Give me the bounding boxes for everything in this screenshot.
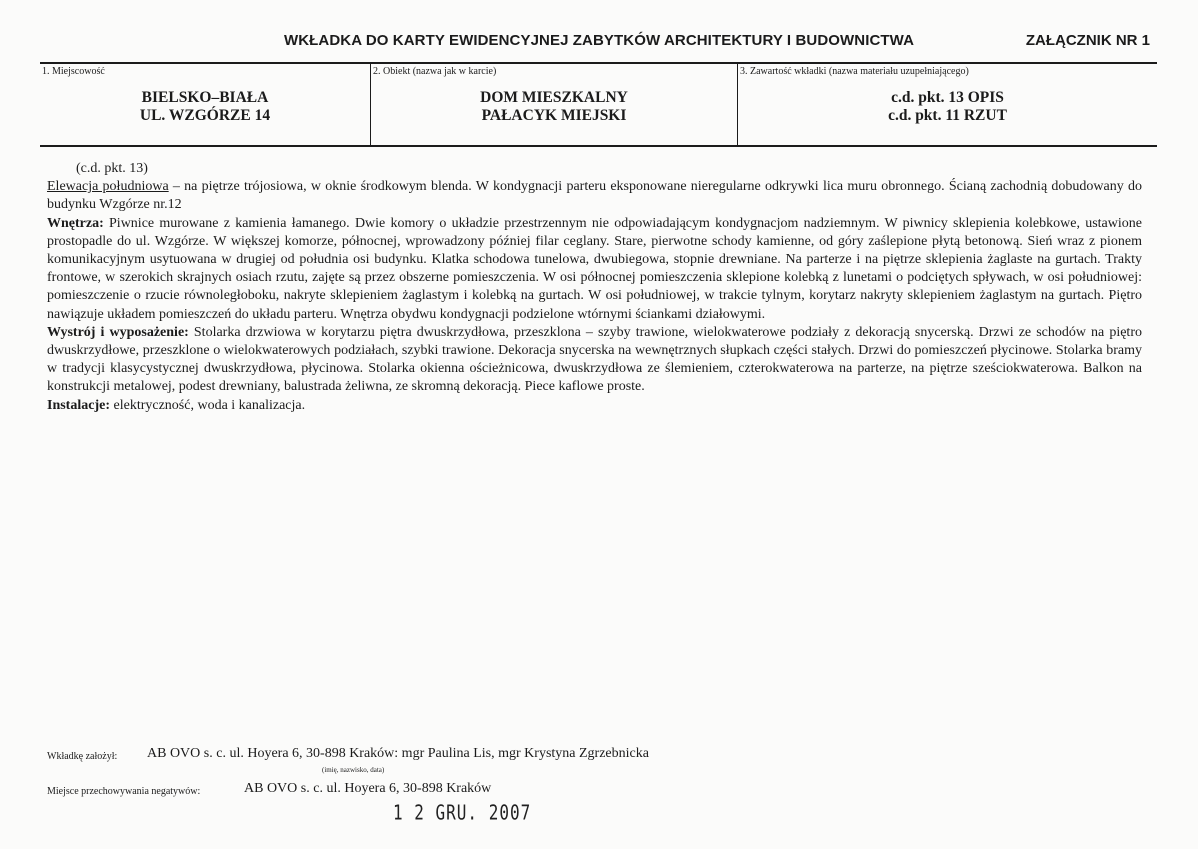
annex-number: ZAŁĄCZNIK NR 1 bbox=[1025, 32, 1150, 49]
contents-item-1: c.d. pkt. 13 OPIS bbox=[891, 89, 1004, 106]
interiors-heading: Wnętrza: bbox=[47, 215, 104, 231]
description-body bbox=[47, 160, 1142, 415]
south-elevation-text: – na piętrze trójosiowa, w oknie środkowym blenda. W kondygnacji parteru eksponowane nieregularne odkrywki lica muru obronnego. Ścianą zachodnią dobudowany do budynku Wzgórze nr.12 bbox=[47, 179, 1142, 213]
table-bottom-rule bbox=[40, 145, 1157, 147]
paragraph-installations bbox=[47, 397, 1142, 415]
object-label: 2. Obiekt (nazwa jak w karcie) bbox=[373, 66, 497, 77]
paragraph-south-elevation bbox=[47, 178, 1142, 214]
made-by-label: Wkładkę założył: bbox=[47, 751, 118, 762]
contents-value bbox=[738, 89, 1157, 125]
location-value bbox=[40, 89, 370, 125]
interiors-text: Piwnice murowane z kamienia łamanego. Dwie komory o układzie przestrzennym nie odpowiadającym kondygnacjom nadziemnym. W piwnicy sklepienia kolebkowe, ustawione prostopadle do ul. Wzgórze. W większej komorze, północnej, wprowadzony później filar ceglany. Stare, pierwotne schody kamienne, od góry zaślepione płytą betonową. Sień wraz z pionem komunikacyjnym usytuowana w drugiej od południa osi budynku. Klatka schodowa tunelowa, dwubiegowa, stopnie drewniane. Na parterze i na piętrze sklepienia żaglaste na gurtach. Trakty frontowe, w szerokich skrajnych osiach rzutu, zajęte są przez obszerne pomieszczenia. W osi północnej pomieszczenia sklepione kolebką z lunetami o podciętych spływach, w osi południowej: pomieszczenie o rzucie równoległoboku, nakryte sklepieniem żaglastym i kolebką na gurtach. W osi południowej, w trakcie tylnym, korytarz nakryty sklepieniem żaglastym na gurtach. Piętro nawiązuje układem pomieszczeń do układu parteru. Wnętrza obydwu kondygnacji podzielone wtórnymi ściankami działowymi. bbox=[47, 215, 1142, 322]
installations-heading: Instalacje: bbox=[47, 397, 110, 413]
location-city: BIELSKO–BIAŁA bbox=[141, 89, 269, 106]
paragraph-furnishings bbox=[47, 324, 1142, 397]
contents-label: 3. Zawartość wkładki (nazwa materiału uzupełniającego) bbox=[740, 66, 969, 77]
object-type: DOM MIESZKALNY bbox=[480, 89, 628, 106]
made-by-value: AB OVO s. c. ul. Hoyera 6, 30-898 Kraków: mgr Paulina Lis, mgr Krystyna Zgrzebnicka bbox=[147, 746, 649, 761]
contents-item-2: c.d. pkt. 11 RZUT bbox=[888, 107, 1007, 124]
object-subtype: PAŁACYK MIEJSKI bbox=[481, 107, 627, 124]
location-label: 1. Miejscowość bbox=[42, 66, 105, 77]
paragraph-interiors bbox=[47, 215, 1142, 324]
furnishings-text: Stolarka drzwiowa w korytarzu piętra dwuskrzydłowa, przeszklona – szyby trawione, wielokwaterowe podziały z dekoracją snycerską. Drzwi ze schodów na piętro dwuskrzydłowe, przeszklone o wielokwaterowych podziałach, szybki trawione. Dekoracja snycerska na wewnętrznych słupkach części stałych. Drzwi do pomieszczeń płycinowe. Stolarka bramy w tradycji klasycystycznej dwuskrzydłowa, płycinowa. Stolarka okienna ościeżnicowa, dwuskrzydłowa ze ślemieniem, czterokwaterowa na parterze, na piętrze sześciokwaterowa. Balkon na konstrukcji metalowej, podest drewniany, balustrada żeliwna, ze skromną dekoracją. Piece kaflowe proste. bbox=[47, 324, 1142, 395]
table-top-rule bbox=[40, 62, 1157, 64]
storage-label: Miejsce przechowywania negatywów: bbox=[47, 786, 201, 797]
storage-value: AB OVO s. c. ul. Hoyera 6, 30-898 Kraków bbox=[244, 781, 492, 796]
made-by-hint: (imię, nazwisko, data) bbox=[322, 766, 385, 774]
date-stamp: 1 2 GRU. 2007 bbox=[393, 800, 532, 825]
furnishings-heading: Wystrój i wyposażenie: bbox=[47, 324, 189, 340]
location-street: UL. WZGÓRZE 14 bbox=[139, 107, 271, 124]
document-title: WKŁADKA DO KARTY EWIDENCYJNEJ ZABYTKÓW ARCHITEKTURY I BUDOWNICTWA bbox=[283, 32, 915, 49]
continuation-label: (c.d. pkt. 13) bbox=[76, 161, 148, 176]
object-value bbox=[371, 89, 737, 125]
installations-text: elektryczność, woda i kanalizacja. bbox=[110, 397, 306, 413]
south-elevation-heading: Elewacja południowa bbox=[47, 179, 169, 195]
